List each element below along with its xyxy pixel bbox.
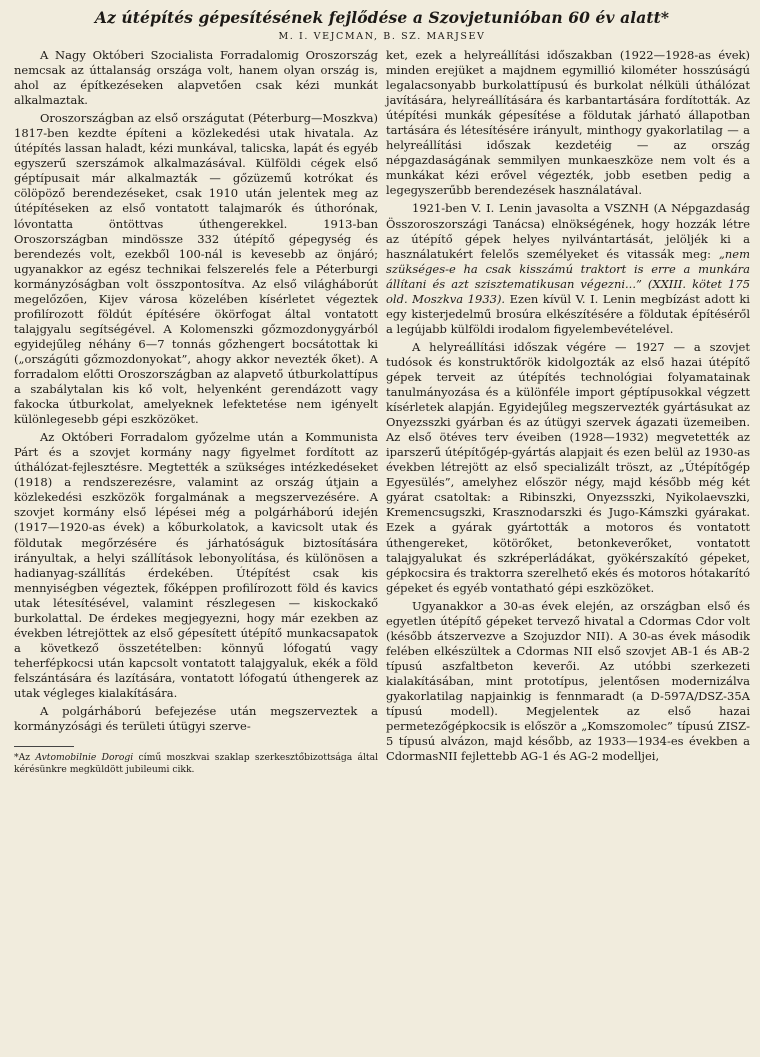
footnote: [14, 752, 378, 776]
footnote-mark: *Az: [14, 752, 31, 764]
paragraph-text: 1921-ben V. I. Lenin javasolta a VSZNH (A Népgazdaság Összoroszországi Tanácsa) elnökségének, hogy hozzák létre az útépítő gépek helyes nyilvántartását, jelöljék ki a használatukért felelős személyeket és vitassák meg:: [386, 201, 750, 261]
footnote-divider: [14, 746, 74, 747]
article-columns: [14, 48, 750, 776]
paragraph: Ugyanakkor a 30-as évek elején, az országban első és egyetlen útépítő gépeket tervező hivatal a Cdormas Cdor volt (később átszervezve a Szojuzdor NII). A 30-as évek második felében elkészültek a Cdormas NII első szovjet AB-1 és AB-2 típusú aszfaltbeton keverői. Az utóbbi szerkezeti kialakításában, mint prototípus, jelentősen modernizálva gyakorlatilag napjainkig is fennmaradt (a D-597A/DSZ-35A típusú modell). Megjelentek az első hazai permetezőgépkocsik is először a „Komszomolec” típusú ZISZ-5 típusú alvázon, majd később, az 1933—1934-es években a CdormasNII fejlettebb AG-1 és AG-2 modelljei,: [386, 598, 750, 764]
footnote-journal: Avtomobilnie Dorogi: [35, 752, 134, 764]
paragraph-text: Ezen kívül V. I. Lenin megbízást adott ki egy kisterjedelmű brosúra elkészítésére a földutak építéséről a legújabb külföldi irodalom figyelembevételével.: [386, 291, 750, 336]
article-authors: M. I. VEJCMAN, B. SZ. MARJSEV: [278, 31, 486, 42]
right-column: [386, 48, 750, 776]
paragraph: A Nagy Októberi Szocialista Forradalomig Oroszország nemcsak az úttalanság országa volt, hanem olyan ország is, ahol az építkezéseken alapvetően csak kézi munkát alkalmaztak.: [14, 48, 378, 108]
footnote-text: című moszkvai szaklap szerkesztőbizottsága által kérésünkre megküldött jubileumi cikk.: [14, 752, 379, 776]
paragraph: Oroszországban az első országutat (Péterburg—Moszkva) 1817-ben kezdte építeni a közlekedési utak hivatala. Az útépítés lassan haladt, kézi munkával, talicska, lapát és egyéb egyszerű szerszámok alkalmazásával. Külföldi cégek első géptípusait már alkalmazták — gőzüzemű kotrókat és cölöpöző berendezéseket, csak 1910 után jelentek meg az útépítéseken az első vontatott talajmarók és úthorónak, lóvontatta öntöttvas úthengerekkel. 1913-ban Oroszországban mindössze 332 útépítő gépegység és berendezés volt, ezekből 100-nál is kevesebb az önjáró; ugyanakkor az egész technikai felszerelés fele a Péterburgi kormányzóságban volt összpontosítva. Az első világháborút megelőzően, Kijev városa közelében kísérletet végeztek profilírozott földút építésére ökörfogat által vontatott talajgyalu segítségével. A Kolomenszki gőzmozdonygyárból egyidejűleg néhány 6—7 tonnás gőzhengert bocsátottak ki („országúti gőzmozdonyokat”, ahogy akkor nevezték őket). A forradalom előtti Oroszországban az alapvető útburkolattípus a szabálytalan kis kő volt, helyenként gerendázott vagy fakocka útburkolat, amelyeknek lefektetése nem igényelt különlegesebb gépi eszközöket.: [14, 111, 378, 427]
left-column: [14, 48, 378, 776]
article-title: Az útépítés gépesítésének fejlődése a Szovjetunióban 60 év alatt*: [94, 8, 670, 27]
lenin-quote: „nem szükséges-e ha csak kisszámú traktort is erre a munkára állítani és azt szisztematikusan végezni...”: [386, 246, 750, 291]
paragraph: A polgárháború befejezése után megszerveztek a kormányzósági és területi útügyi szerve-: [14, 704, 378, 734]
quote-reference: (XXIII. kötet 175 old. Moszkva 1933).: [386, 276, 751, 306]
paragraph: ket, ezek a helyreállítási időszakban (1922—1928-as évek) minden erejüket a majdnem egymillió kilométer hosszúságú legalacsonyabb burkolattípusú és burkolat nélküli úthálózat javítására, helyreállítására és karbantartására fordították. Az útépítési munkák gépesítése a földutak járható állapotban tartására és létesítésére irányult, minthogy gyakorlatilag — a helyreállítási időszak kezdetéig — az ország népgazdaságának semmilyen munkaeszköze nem volt és a munkákat kézi erővel végezték, jobb esetben pedig a legegyszerűbb berendezések használatával.: [386, 48, 750, 198]
paragraph: A helyreállítási időszak végére — 1927 — a szovjet tudósok és konstruktőrök kidolgozták az első hazai útépítő gépek terveit az útépítés technológiai folyamatainak tanulmányozása és a különféle import géptípusokkal végzett kísérletek alapján. Egyidejűleg megszervezték gyártásukat az Onyezsszki gyárban és az útügyi szervek ágazati üzemeiben. Az első ötéves terv éveiben (1928—1932) megvetették az iparszerű útépítőgép-gyártás alapjait és ezen belül az 1930-as években létrejött az első specializált tröszt, az „Útépítőgép Egyesülés”, amelyhez először négy, majd később még két gyárat csatoltak: a Ribinszki, Onyezsszki, Nyikolaevszki, Kremencsugszki, Krasznodarszki és Jugo-Kámszki gyárakat. Ezek a gyárak gyártották a motoros és vontatott úthengereket, kötörőket, betonkeverőket, vontatott talajgyalukat és szkréperládákat, gyökérszakító gépeket, gépkocsira és traktorra szerelhető ekés és motoros hótakarító gépeket és egyéb vontatható gépi eszközöket.: [386, 339, 750, 595]
paragraph: Az Októberi Forradalom győzelme után a Kommunista Párt és a szovjet kormány nagy figyelmet fordított az úthálózat-fejlesztésre. Megtették a szükséges intézkedéseket (1918) a rendszerezésre, valamint az ország útjain a közlekedési eszközök forgalmának a megszervezésére. A szovjet kormány első lépései még a polgárháború idején (1917—1920-as évek) a kőburkolatok, a kavicsolt utak és földutak megőrzésére és járhatóságuk biztosítására irányultak, a helyi szállítások lebonyolítása, és különösen a hadianyag-szállítás érdekében. Útépítést csak kis mennyiségben végeztek, főképpen profilírozott föld és kavics utak létesítésével, valamint részlegesen — kiskockakő burkolattal. De érdekes megjegyezni, hogy már ezekben az években létrejöttek az első gépesített útépítő munkacsapatok a következő összetételben: könnyű lófogatú vagy teherfépkocsi után kapcsolt vontatott talajgyaluk, ekék a föld felszántására és lazítására, vontatott lófogatú úthengerek az utak végleges kialakítására.: [14, 430, 378, 700]
paragraph: [386, 201, 750, 336]
